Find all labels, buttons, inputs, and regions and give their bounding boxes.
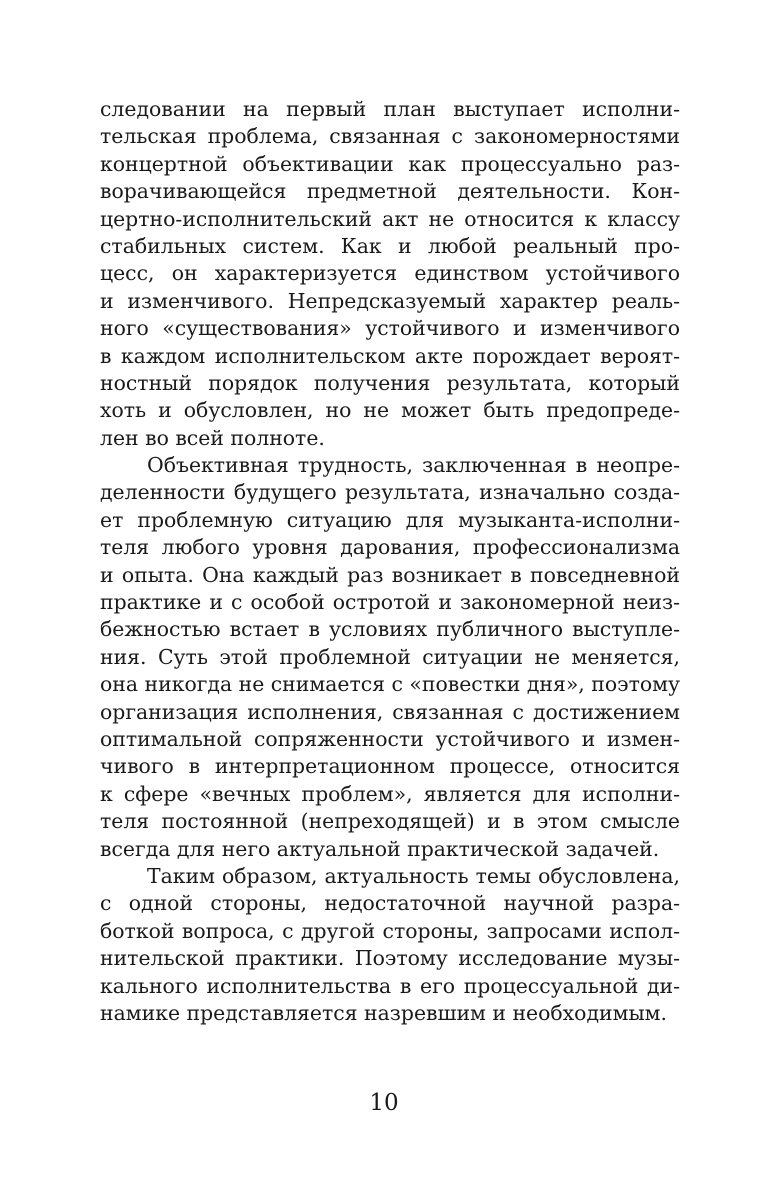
page-number: 10 — [369, 1090, 399, 1116]
text-line: тельская проблема, связанная с закономерностями — [100, 124, 680, 149]
text-line: ния. Суть этой проблемной ситуации не меняется, — [100, 644, 680, 669]
text-line: в каждом исполнительском акте порождает вероят- — [100, 343, 680, 368]
text-line: ет проблемную ситуацию для музыканта-исполни- — [100, 507, 680, 532]
text-line: ного «существования» устойчивого и изменчивого — [100, 316, 680, 341]
text-line: ворачивающейся предметной деятельности. Кон- — [100, 179, 680, 204]
text-line: с одной стороны, недостаточной научной разра- — [100, 891, 680, 916]
text-line: намике представляется назревшим и необходимым. — [100, 1000, 668, 1025]
paragraph — [100, 96, 680, 452]
text-line: кального исполнительства в его процессуальной ди- — [100, 973, 680, 998]
text-line: практике и с особой остротой и закономерной неиз- — [100, 590, 680, 615]
text-line: цесс, он характеризуется единством устойчивого — [100, 261, 680, 286]
text-line: организация исполнения, связанная с достижением — [100, 699, 680, 724]
text-line: нительской практики. Поэтому исследование музы- — [100, 946, 680, 971]
text-line: она никогда не снимается с «повестки дня», поэтому — [100, 672, 680, 697]
text-line: к сфере «вечных проблем», является для исполни- — [100, 781, 680, 806]
text-line: цертно-исполнительский акт не относится к классу — [100, 206, 680, 231]
text-line: Объективная трудность, заключенная в неопре- — [147, 453, 680, 478]
text-line: деленности будущего результата, изначально созда- — [100, 480, 680, 505]
text-line: и опыта. Она каждый раз возникает в повседневной — [100, 562, 680, 587]
paragraph — [100, 452, 680, 863]
text-line: и изменчивого. Непредсказуемый характер реаль- — [100, 288, 680, 313]
text-line: следовании на первый план выступает исполни- — [100, 97, 680, 121]
text-line: ностный порядок получения результата, который — [100, 370, 680, 395]
text-line: концертной объективации как процессуально раз- — [100, 151, 680, 176]
text-line: всегда для него актуальной практической задачей. — [100, 836, 660, 861]
text-line: Таким образом, актуальность темы обусловлена, — [147, 863, 680, 888]
text-line: оптимальной сопряженности устойчивого и измен- — [100, 726, 680, 751]
text-line: хоть и обусловлен, но не может быть предопреде- — [100, 398, 680, 423]
text-line: стабильных систем. Как и любой реальный про- — [100, 233, 680, 258]
paragraph — [100, 863, 680, 1027]
text-line: боткой вопроса, с другой стороны, запросами испол- — [100, 918, 680, 943]
text-line: теля постоянной (непреходящей) и в этом смысле — [100, 809, 680, 834]
text-line: лен во всей полноте. — [100, 425, 325, 450]
text-line: бежностью встает в условиях публичного выступле- — [100, 617, 680, 642]
text-line: чивого в интерпретационном процессе, относится — [100, 754, 680, 779]
text-line: теля любого уровня дарования, профессионализма — [100, 535, 680, 560]
body-text — [100, 96, 680, 1027]
